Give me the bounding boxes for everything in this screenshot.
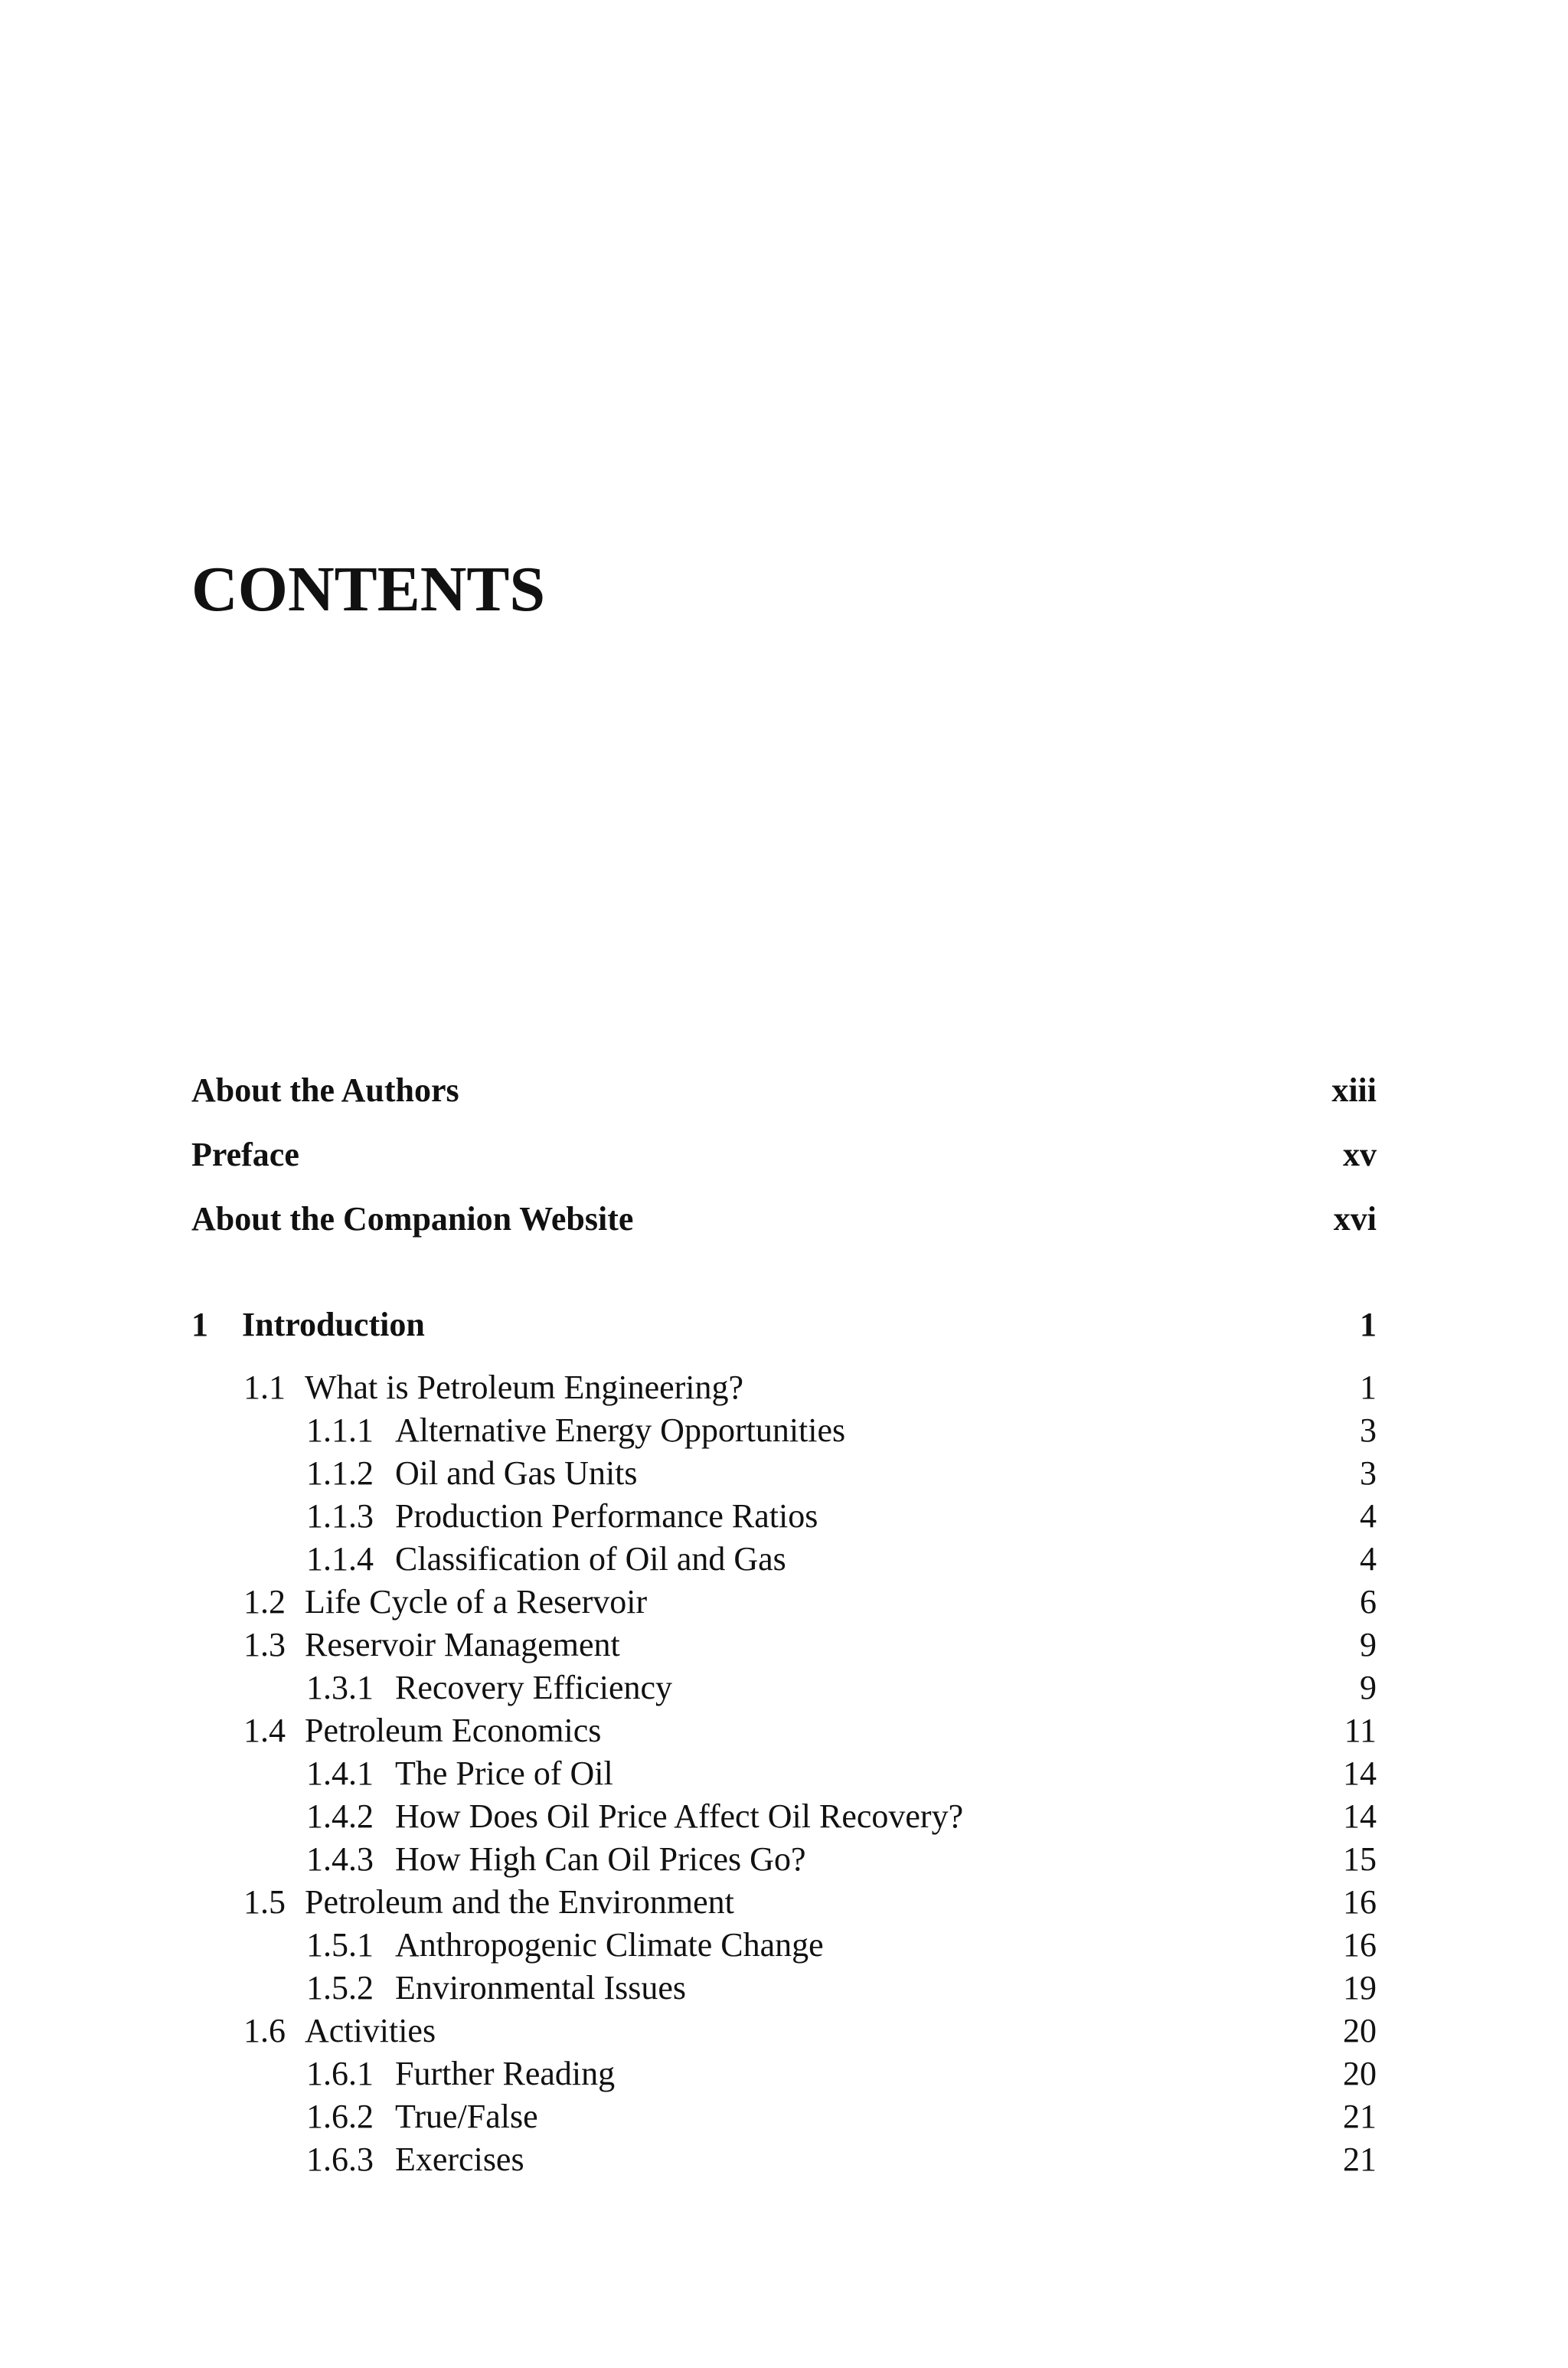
entry-page: 21	[1343, 2141, 1377, 2178]
toc-entry-about-authors[interactable]	[191, 1061, 1377, 1107]
entry-title: Petroleum Economics	[305, 1712, 602, 1749]
entry-title: True/False	[395, 2098, 538, 2135]
entry-title: Life Cycle of a Reservoir	[305, 1583, 648, 1621]
toc-chapter-entry[interactable]	[191, 1296, 1377, 1342]
entry-title: How Does Oil Price Affect Oil Recovery?	[395, 1797, 964, 1835]
entry-number: 1.1	[243, 1369, 286, 1406]
toc-subsection-entry[interactable]	[191, 1745, 1377, 1791]
entry-number: 1.4.2	[306, 1797, 374, 1835]
entry-page: 11	[1344, 1712, 1377, 1749]
entry-title: How High Can Oil Prices Go?	[395, 1840, 806, 1878]
entry-page: 4	[1360, 1497, 1377, 1535]
toc-entry-companion-website[interactable]	[191, 1190, 1377, 1236]
entry-title: Activities	[305, 2012, 436, 2049]
entry-number: 1.6.1	[306, 2055, 374, 2092]
entry-title: The Price of Oil	[395, 1755, 613, 1792]
contents-heading: CONTENTS	[191, 554, 546, 625]
toc-entry-title: About the Authors	[191, 1071, 459, 1109]
toc-subsection-entry[interactable]	[191, 1530, 1377, 1576]
toc-subsection-entry[interactable]	[191, 1916, 1377, 1962]
entry-number: 1.4.1	[306, 1755, 374, 1792]
entry-page: 14	[1343, 1755, 1377, 1792]
entry-title: Exercises	[395, 2141, 524, 2178]
entry-number: 1.6.3	[306, 2141, 374, 2178]
entry-page: 21	[1343, 2098, 1377, 2135]
toc-entry-page: xvi	[1333, 1200, 1377, 1238]
entry-number: 1.3	[243, 1626, 286, 1663]
entry-page: 9	[1360, 1626, 1377, 1663]
entry-page: 20	[1343, 2012, 1377, 2049]
toc-section-entry[interactable]	[191, 1359, 1377, 1405]
toc-subsection-entry[interactable]	[191, 1959, 1377, 2005]
entry-number: 1.4.3	[306, 1840, 374, 1878]
entry-title: Further Reading	[395, 2055, 616, 2092]
toc-subsection-entry[interactable]	[191, 1787, 1377, 1833]
entry-number: 1.1.3	[306, 1497, 374, 1535]
entry-number: 1.6	[243, 2012, 286, 2049]
entry-number: 1.1.4	[306, 1540, 374, 1578]
entry-title: Reservoir Management	[305, 1626, 620, 1663]
entry-page: 4	[1360, 1540, 1377, 1578]
entry-number: 1.4	[243, 1712, 286, 1749]
toc-section-entry[interactable]	[191, 1573, 1377, 1619]
toc-subsection-entry[interactable]	[191, 1402, 1377, 1447]
entry-title: Classification of Oil and Gas	[395, 1540, 786, 1578]
entry-page: 3	[1360, 1454, 1377, 1492]
entry-number: 1.3.1	[306, 1669, 374, 1706]
entry-number: 1.1.2	[306, 1454, 374, 1492]
entry-page: 14	[1343, 1797, 1377, 1835]
entry-title: Recovery Efficiency	[395, 1669, 673, 1706]
toc-entry-page: xv	[1343, 1136, 1377, 1173]
toc-subsection-entry[interactable]	[191, 2045, 1377, 2091]
toc-subsection-entry[interactable]	[191, 1659, 1377, 1705]
toc-entry-title: Preface	[191, 1136, 299, 1173]
entry-number: 1.5	[243, 1883, 286, 1921]
entry-page: 16	[1343, 1926, 1377, 1964]
entry-page: 16	[1343, 1883, 1377, 1921]
entry-title: Oil and Gas Units	[395, 1454, 638, 1492]
entry-title: Petroleum and the Environment	[305, 1883, 734, 1921]
entry-page: 19	[1343, 1969, 1377, 2007]
toc-section-entry[interactable]	[191, 1702, 1377, 1748]
toc-subsection-entry[interactable]	[191, 1830, 1377, 1876]
toc-section-entry[interactable]	[191, 1616, 1377, 1662]
toc-subsection-entry[interactable]	[191, 2088, 1377, 2134]
entry-number: 1.1.1	[306, 1411, 374, 1449]
entry-title: Alternative Energy Opportunities	[395, 1411, 846, 1449]
toc-entry-title: About the Companion Website	[191, 1200, 634, 1238]
entry-page: 15	[1343, 1840, 1377, 1878]
toc-section-entry[interactable]	[191, 1873, 1377, 1919]
toc-entry-page: xiii	[1331, 1071, 1377, 1109]
toc-entry-preface[interactable]	[191, 1126, 1377, 1172]
toc-section-entry[interactable]	[191, 2002, 1377, 2048]
entry-title: Production Performance Ratios	[395, 1497, 818, 1535]
chapter-title: Introduction	[242, 1306, 425, 1343]
entry-title: Anthropogenic Climate Change	[395, 1926, 824, 1964]
toc-subsection-entry[interactable]	[191, 1444, 1377, 1490]
entry-page: 1	[1360, 1369, 1377, 1406]
chapter-page: 1	[1360, 1306, 1377, 1343]
toc-subsection-entry[interactable]	[191, 2131, 1377, 2177]
entry-number: 1.5.1	[306, 1926, 374, 1964]
entry-title: What is Petroleum Engineering?	[305, 1369, 744, 1406]
entry-page: 6	[1360, 1583, 1377, 1621]
entry-page: 3	[1360, 1411, 1377, 1449]
entry-page: 9	[1360, 1669, 1377, 1706]
toc-subsection-entry[interactable]	[191, 1487, 1377, 1533]
chapter-number: 1	[191, 1306, 208, 1343]
entry-page: 20	[1343, 2055, 1377, 2092]
entry-number: 1.2	[243, 1583, 286, 1621]
entry-number: 1.5.2	[306, 1969, 374, 2007]
entry-number: 1.6.2	[306, 2098, 374, 2135]
entry-title: Environmental Issues	[395, 1969, 687, 2007]
